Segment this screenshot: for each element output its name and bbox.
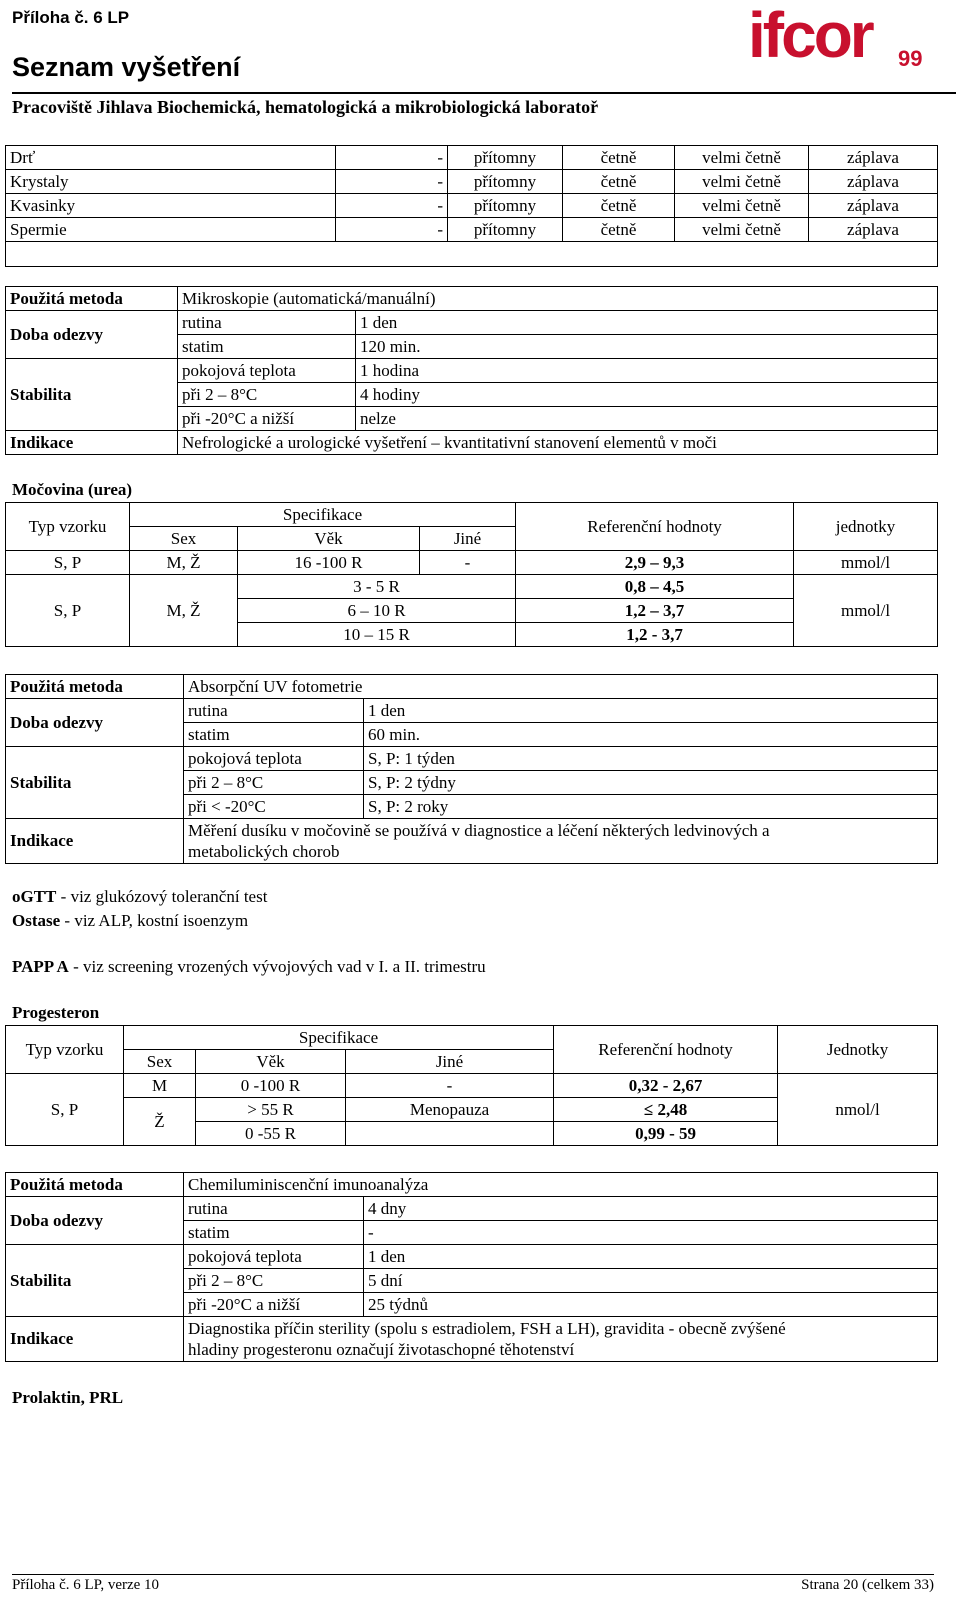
table-row: 0 -55 R 0,99 - 59 <box>6 1122 938 1146</box>
sediment-method-table: Použitá metoda Mikroskopie (automatická/manuální) Doba odezvy rutina 1 den statim 120 min. Stabilita pokojová teplota 1 hodina při 2 – 8°C 4 hodiny při -20°C a nižší nelze Indikace Nefrologické a urologické vyšetření – kvantitativní stanovení elementů v moči <box>5 286 938 455</box>
footer-rule <box>12 1574 934 1575</box>
section-title-urea: Močovina (urea) <box>12 480 133 499</box>
page-title: Seznam vyšetření <box>12 52 241 82</box>
ref-ogtt: oGTT - viz glukózový toleranční test <box>12 887 268 906</box>
table-row: S, P M, Ž 3 - 5 R 0,8 – 4,5 mmol/l <box>6 575 938 599</box>
header-rule <box>12 92 956 94</box>
annex-label: Příloha č. 6 LP <box>12 8 130 27</box>
table-row: Spermie - přítomny četně velmi četně záplava <box>6 218 938 242</box>
progesteron-method-table: Použitá metoda Chemiluminiscenční imunoanalýza Doba odezvy rutina 4 dny statim - Stabilita pokojová teplota 1 den při 2 – 8°C 5 dní při -20°C a nižší 25 týdnů Indikace Diagnostika příčin sterility (spolu s estradiolem, FSH a LH), gravidita - obecně zvýšené hladiny progesteronu označují životaschopné těhotenství <box>5 1172 938 1362</box>
table-row: Krystaly - přítomny četně velmi četně záplava <box>6 170 938 194</box>
workplace-title: Pracoviště Jihlava Biochemická, hematologická a mikrobiologická laboratoř <box>12 97 599 117</box>
table-row: S, P M, Ž 16 -100 R - 2,9 – 9,3 mmol/l <box>6 551 938 575</box>
section-title-prolactin: Prolaktin, PRL <box>12 1388 124 1407</box>
table-row: Kvasinky - přítomny četně velmi četně záplava <box>6 194 938 218</box>
ref-papp: PAPP A - viz screening vrozených vývojových vad v I. a II. trimestru <box>12 957 486 976</box>
ref-ostase: Ostase - viz ALP, kostní isoenzym <box>12 911 249 930</box>
progesteron-reference-table: Typ vzorku Specifikace Referenční hodnoty Jednotky Sex Věk Jiné S, P M 0 -100 R - 0,32 - 2,67 nmol/l Ž > 55 R Menopauza ≤ 2,48 0 -55 R 0,99 - 59 <box>5 1025 938 1146</box>
sediment-table <box>5 145 938 267</box>
footer-left: Příloha č. 6 LP, verze 10 <box>12 1577 160 1593</box>
table-row: Drť - přítomny četně velmi četně záplava <box>6 146 938 170</box>
footer-page-number: Strana 20 (celkem 33) <box>801 1577 934 1593</box>
company-logo: ifcor 99 <box>748 0 923 71</box>
section-title-progesteron: Progesteron <box>12 1003 100 1022</box>
urea-reference-table: Typ vzorku Specifikace Referenční hodnoty jednotky Sex Věk Jiné S, P M, Ž 16 -100 R - 2,9 – 9,3 mmol/l S, P M, Ž 3 - 5 R 0,8 – 4,5 mmol/l 6 – 10 R 1,2 – 3,7 10 – 15 R 1,2 - 3,7 <box>5 502 938 647</box>
table-row: Ž > 55 R Menopauza ≤ 2,48 <box>6 1098 938 1122</box>
table-row: S, P M 0 -100 R - 0,32 - 2,67 nmol/l <box>6 1074 938 1098</box>
urea-method-table: Použitá metoda Absorpční UV fotometrie Doba odezvy rutina 1 den statim 60 min. Stabilita pokojová teplota S, P: 1 týden při 2 – 8°C S, P: 2 týdny při < -20°C S, P: 2 roky Indikace Měření dusíku v močovině se používá v diagnostice a léčení některých ledvinových a metabolických chorob <box>5 674 938 864</box>
